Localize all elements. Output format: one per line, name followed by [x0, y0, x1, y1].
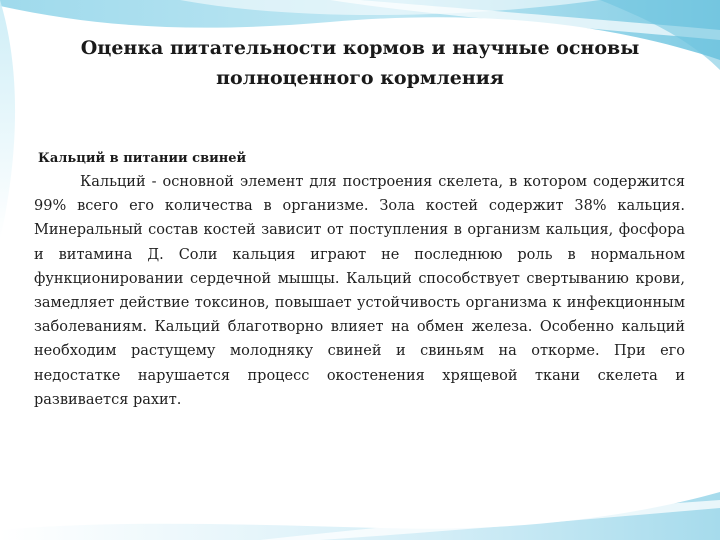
title-line-1: Оценка питательности кормов и научные основы	[80, 37, 640, 59]
section-subtitle: Кальций в питании свиней	[38, 151, 247, 166]
body-paragraph: Кальций - основной элемент для построения скелета, в котором содержится 99% всего его количества в организме. Зола костей содержит 38% кальция. Минеральный состав костей зависит от поступления в организм кальция, фосфора и витамина Д. Соли кальция играют не последнюю роль в нормальном функционировании сердечной мышцы. Кальций способствует свертыванию крови, замедляет действие токсинов, повышает устойчивость организма к инфекционным заболеваниям. Кальций благотворно влияет на обмен железа. Особенно кальций необходим растущему молодняку свиней и свиньям на откорме. При его недостатке нарушается процесс окостенения хрящевой ткани скелета и развивается рахит.	[34, 174, 685, 408]
left-wave	[0, 0, 15, 240]
title-line-2: полноценного кормления	[216, 67, 504, 89]
slide-title	[40, 33, 680, 93]
